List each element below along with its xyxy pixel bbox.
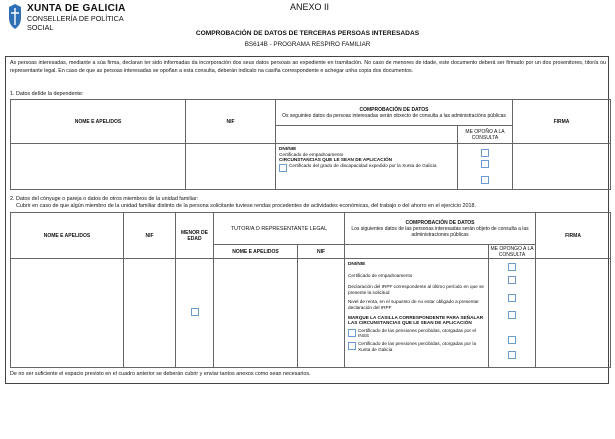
s1-oppose-empadroamento-checkbox[interactable] <box>481 160 489 168</box>
s1-nif-cell[interactable] <box>186 144 276 190</box>
s1-oppose-disability-checkbox[interactable] <box>481 176 489 184</box>
document-title: COMPROBACIÓN DE DATOS DE TERCERAS PERSOAS INTERESADAS <box>195 30 420 37</box>
s2-check-header: COMPROBACIÓN DE DATOS Los siguientes datos de las personas interesadas serán objeto de consulta a las administraciones públicas <box>345 213 536 245</box>
s1-col-name: NOME E APELIDOS <box>11 100 186 144</box>
s2-col-minor: MENOR DE EDAD <box>176 213 214 259</box>
section2-title: 2. Datos del cónyuge o pareja o datos de otros miembros de la unidad familiar: <box>10 196 199 202</box>
s1-oppose-dni-checkbox[interactable] <box>481 149 489 157</box>
s2-col-nif: NIF <box>124 213 176 259</box>
s1-oppose-header: ME OPOÑO A LA CONSULTA <box>458 126 513 144</box>
s2-oppose-empadroamento-checkbox[interactable] <box>508 276 516 284</box>
s1-name-cell[interactable] <box>11 144 186 190</box>
s1-item-circumstances: CIRCUNSTANCIAS QUE LE SEAN DE APLICACIÓN <box>279 157 393 163</box>
s2-item-empadroamento: Certificado de empadroamento <box>348 272 413 278</box>
intro-paragraph: As persoas interesadas, mediante a súa firma, declaran ter sido informadas da incorporación dos seus datos persoais ao expediente en tramitación. No caso de menores de idade, este documento deberá ser firmado por un dos proxenitores, titor/a ou representante legal. En caso de que as persoas interesadas se opoñan a esta consulta, deberán indicalo na casiña correspondente e achegar unha copia dos documentos. <box>10 60 606 74</box>
s2-inss-checkbox[interactable] <box>348 329 356 337</box>
s1-disability-checkbox[interactable] <box>279 164 287 172</box>
s2-item-inss: Certificado de las pensiones percibidas, otorgadas por el INSS <box>358 327 477 339</box>
org-name: XUNTA DE GALICIA <box>27 3 126 14</box>
s2-item-circumstances: MARQUE LA CASILLA CORRESPONDENTE PARA SEÑALAR LAS CIRCUNSTANCIAS QUE LE SEAN DE APLICACIÓN <box>348 314 484 326</box>
footer-note: De no ser suficiente el espacio previsto en el cuadro anterior se deberán cubrir y enviar tantos anexos como sean necesarios. <box>10 371 311 377</box>
department-name: CONSELLERÍA DE POLÍTICA SOCIAL <box>27 14 124 32</box>
section2-table <box>10 212 611 368</box>
s1-check-spacer <box>276 126 458 144</box>
s2-oppose-renta-checkbox[interactable] <box>508 311 516 319</box>
s2-item-irpf: Declaración del IRPF correspondente al último período en que se presente la solicitud <box>348 284 485 295</box>
s2-minor-checkbox[interactable] <box>191 308 199 316</box>
s2-oppose-dni-checkbox[interactable] <box>508 263 516 271</box>
s1-col-sign: FIRMA <box>513 100 611 144</box>
s2-check-spacer <box>345 245 489 259</box>
s1-sign-cell[interactable] <box>513 144 611 190</box>
s2-item-renta: Nivel de renta, en el supuesto de no estar obligado a presentar declaración del IRPF <box>348 299 479 310</box>
s2-item-dni: DNI/NIE <box>348 261 366 266</box>
s2-tutor-nif-header: NIF <box>298 245 345 259</box>
s1-item-dni: DNI/NIE <box>279 146 297 151</box>
s1-item-disability: Certificado del grado de discapacidad expedido por la Xunta de Galicia <box>289 162 437 168</box>
s2-items <box>345 259 489 368</box>
s2-sign-cell[interactable] <box>536 259 611 368</box>
s1-oppose-boxes <box>458 144 513 190</box>
s2-item-xunta: Certificado de las pensiones percibidas, otorgadas por la Xunta de Galicia <box>358 340 477 352</box>
section1-title: 1. Datos del/de la dependente: <box>10 91 84 97</box>
s2-minor-cell <box>176 259 214 368</box>
document-subtitle: BS614B - PROGRAMA RESPIRO FAMILIAR <box>244 41 371 48</box>
s2-tutor-name-header: NOME E APELIDOS <box>214 245 298 259</box>
xunta-logo-icon <box>7 3 23 30</box>
s2-col-name: NOME E APELIDOS <box>11 213 124 259</box>
s1-col-nif: NIF <box>186 100 276 144</box>
annex-label: ANEXO II <box>290 2 330 12</box>
s2-nif-cell[interactable] <box>124 259 176 368</box>
s2-oppose-inss-checkbox[interactable] <box>508 336 516 344</box>
s2-col-tutor: TUTOR/A O REPRESENTANTE LEGAL <box>214 213 345 245</box>
s2-oppose-xunta-checkbox[interactable] <box>508 351 516 359</box>
s2-tutor-nif-cell[interactable] <box>298 259 345 368</box>
s1-items <box>276 144 458 190</box>
s2-tutor-name-cell[interactable] <box>214 259 298 368</box>
section1-table <box>10 99 611 190</box>
s2-oppose-header: ME OPONGO A LA CONSULTA <box>490 245 534 258</box>
s2-col-sign: FIRMA <box>536 213 611 259</box>
s1-item-empadroamento: Certificado de empadroamento <box>279 151 344 157</box>
section2-description: Cubrir en caso de que algún miembro de la unidad familiar distinto de la persona solicitante tuviese rendas procedentes de actividades económicas, del trabajo o del ahorro en el ejercicio 2018. <box>16 203 476 209</box>
s2-oppose-boxes <box>489 259 536 368</box>
s1-check-header: COMPROBACIÓN DE DATOS Os seguintes datos da persoas interesadas serán obxecto de consulta a las administracións públicas <box>276 100 513 126</box>
s2-xunta-checkbox[interactable] <box>348 342 356 350</box>
s2-name-cell[interactable] <box>11 259 124 368</box>
s2-oppose-irpf-checkbox[interactable] <box>508 294 516 302</box>
